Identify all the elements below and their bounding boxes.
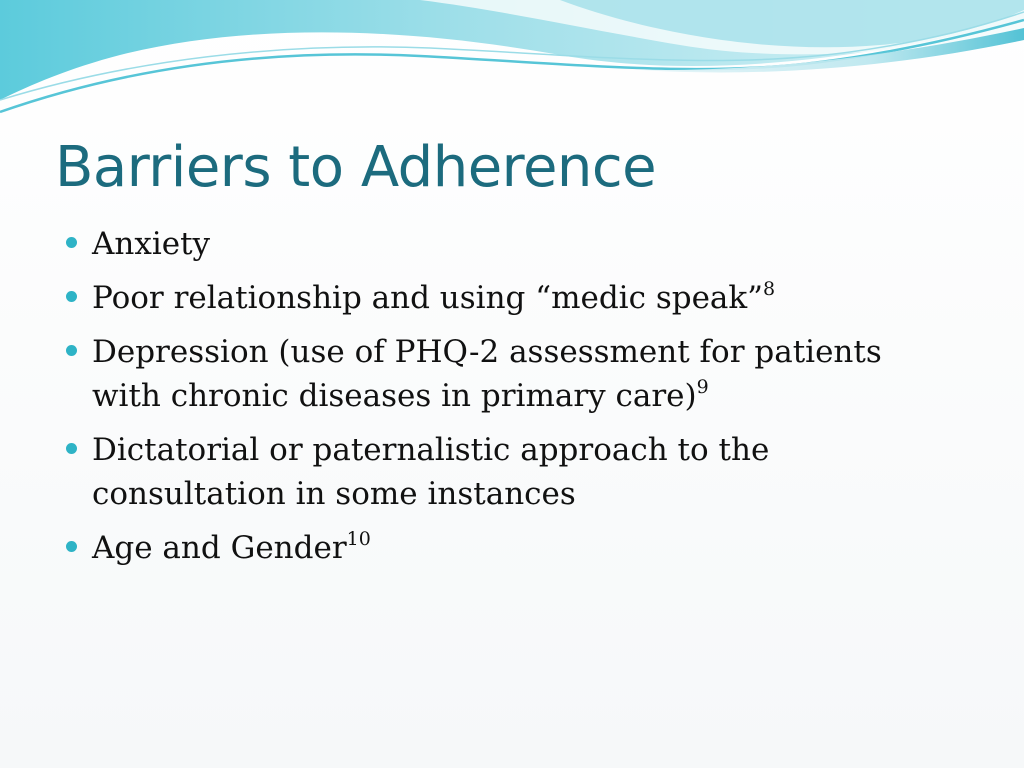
slide-title: Barriers to Adherence [55, 135, 657, 200]
bullet-dot-icon [66, 237, 77, 248]
footnote-reference: 10 [346, 528, 371, 550]
footnote-reference: 9 [696, 376, 709, 398]
bullet-text: Anxiety [92, 226, 211, 262]
bullet-dot-icon [66, 291, 77, 302]
bullet-item-anxiety [62, 222, 942, 266]
bullet-text: Depression (use of PHQ-2 assessment for patients with chronic diseases in primary care) [92, 334, 882, 414]
bullet-dot-icon [66, 443, 77, 454]
bullet-list [62, 222, 942, 580]
footnote-reference: 8 [763, 278, 776, 300]
wave-banner-icon [0, 0, 1024, 130]
bullet-text: Dictatorial or paternalistic approach to the consultation in some instances [92, 432, 770, 512]
bullet-text: Poor relationship and using “medic speak” [92, 280, 764, 316]
bullet-item-dictatorial [62, 428, 942, 516]
bullet-item-age-gender [62, 526, 942, 570]
bullet-dot-icon [66, 345, 77, 356]
bullet-item-depression [62, 330, 942, 418]
bullet-item-relationship [62, 276, 942, 320]
bullet-text: Age and Gender [92, 530, 347, 566]
bullet-dot-icon [66, 541, 77, 552]
